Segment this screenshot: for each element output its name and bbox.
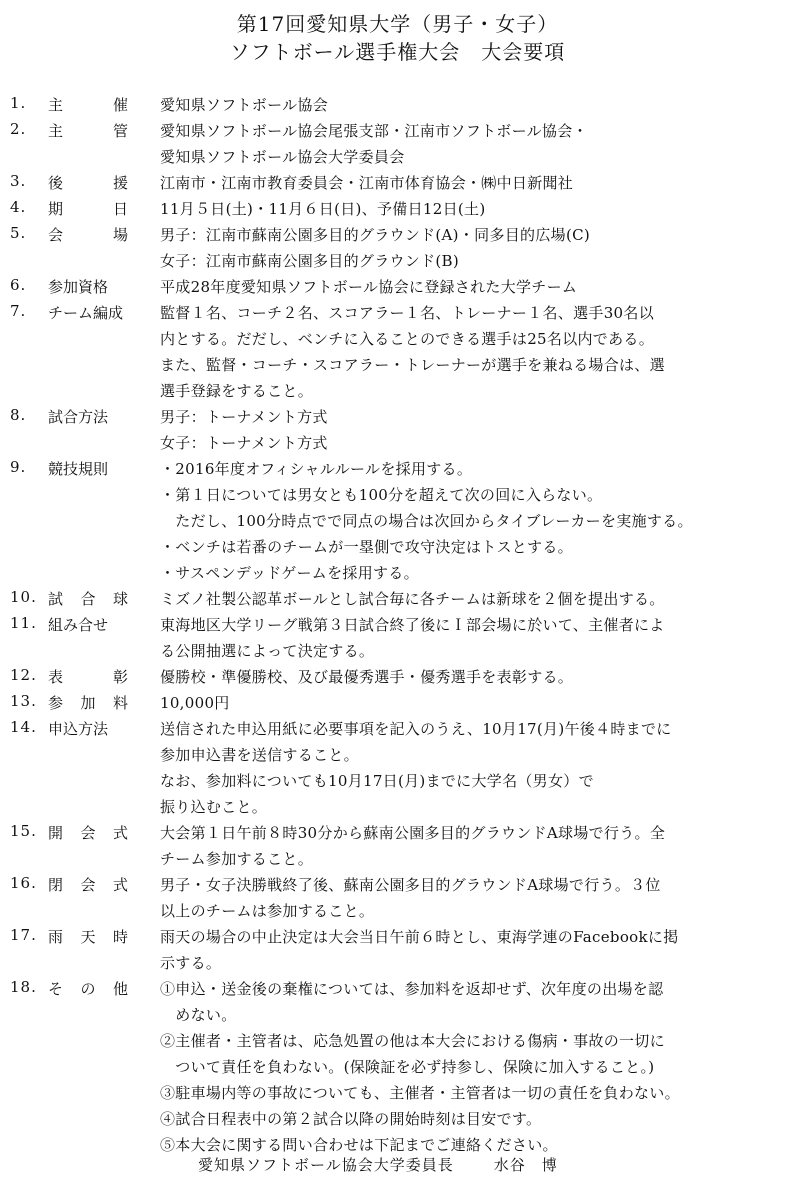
item-label: 申込方法 <box>48 720 109 738</box>
item-text-line: また、監督・コーチ・スコアラー・トレーナーが選手を兼ねる場合は、選 <box>160 356 665 374</box>
item-number: 6. <box>10 276 27 294</box>
item-number: 10. <box>10 588 37 606</box>
item-label: 開 会 式 <box>48 824 128 842</box>
item-text-line: る公開抽選によって決定する。 <box>160 642 375 660</box>
item-label: 期 日 <box>48 200 128 218</box>
item-label: 会 場 <box>48 226 128 244</box>
item-text-line: なお、参加料についても10月17日(月)までに大学名（男女）で <box>160 772 594 790</box>
item-label: 後 援 <box>48 174 128 192</box>
item-number: 11. <box>10 614 37 632</box>
item-text-line: 選手登録をすること。 <box>160 382 314 400</box>
document-title: 第17回愛知県大学（男子・女子） <box>236 12 559 36</box>
item-text-line: 愛知県ソフトボール協会大学委員会 <box>160 148 405 166</box>
item-label: 雨 天 時 <box>48 928 128 946</box>
item-text-line: 愛知県ソフトボール協会尾張支部・江南市ソフトボール協会・ <box>160 122 588 140</box>
item-number: 8. <box>10 406 27 424</box>
item-text-line: ・2016年度オフィシャルルールを採用する。 <box>160 460 473 478</box>
item-text-line: 平成28年度愛知県ソフトボール協会に登録された大学チーム <box>160 278 578 296</box>
item-text-line: ⑤本大会に関する問い合わせは下記までご連絡ください。 <box>160 1136 558 1154</box>
item-text-line: 参加申込書を送信すること。 <box>160 746 359 764</box>
item-number: 15. <box>10 822 37 840</box>
item-text-line: 振り込むこと。 <box>160 798 268 816</box>
item-text-line: 示する。 <box>160 954 222 972</box>
item-text-line: ・第１日については男女とも100分を超えて次の回に入らない。 <box>160 486 603 504</box>
item-number: 1. <box>10 94 27 112</box>
item-label: 表 彰 <box>48 668 128 686</box>
signature <box>198 1154 558 1175</box>
item-label: そ の 他 <box>48 980 128 998</box>
item-number: 9. <box>10 458 27 476</box>
item-number: 17. <box>10 926 37 944</box>
item-text-line: ③駐車場内等の事故についても、主催者・主管者は一切の責任を負わない。 <box>160 1084 680 1102</box>
item-text-line: 男子・女子決勝戦終了後、蘇南公園多目的グラウンドA球場で行う。３位 <box>160 876 661 894</box>
item-number: 16. <box>10 874 37 892</box>
item-text-line: チーム参加すること。 <box>160 850 314 868</box>
item-number: 7. <box>10 302 27 320</box>
item-label: 参加資格 <box>48 278 109 296</box>
item-text-line: 11月５日(土)・11月６日(日)、予備日12日(土) <box>160 200 486 218</box>
item-text-line: 女子：トーナメント方式 <box>160 434 328 452</box>
document-subtitle: ソフトボール選手権大会 大会要項 <box>229 40 566 64</box>
item-label: 組み合せ <box>48 616 109 634</box>
item-label: 競技規則 <box>48 460 109 478</box>
signature-org: 愛知県ソフトボール協会大学委員長 <box>198 1156 454 1174</box>
item-number: 3. <box>10 172 27 190</box>
item-text-line: 男子：江南市蘇南公園多目的グラウンド(A)・同多目的広場(C) <box>160 226 591 244</box>
item-label: チーム編成 <box>48 304 124 322</box>
item-label: 試合方法 <box>48 408 109 426</box>
item-number: 14. <box>10 718 37 736</box>
item-text-line: ②主催者・主管者は、応急処置の他は本大会における傷病・事故の一切に <box>160 1032 665 1050</box>
item-text-line: 監督１名、コーチ２名、スコアラー１名、トレーナー１名、選手30名以 <box>160 304 654 322</box>
signature-name: 水谷 博 <box>493 1156 558 1174</box>
item-text-line: ①申込・送金後の棄権については、参加料を返却せず、次年度の出場を認 <box>160 980 664 998</box>
item-number: 4. <box>10 198 27 216</box>
item-text-line: 10,000円 <box>160 694 230 712</box>
item-text-line: めない。 <box>160 1006 237 1024</box>
item-label: 参 加 料 <box>48 694 128 712</box>
item-text-line: 優勝校・準優勝校、及び最優秀選手・優秀選手を表彰する。 <box>160 668 574 686</box>
item-text-line: 内とする。だだし、ベンチに入ることのできる選手は25名以内である。 <box>160 330 654 348</box>
item-label: 閉 会 式 <box>48 876 128 894</box>
item-text-line: ・ベンチは若番のチームが一塁側で攻守決定はトスとする。 <box>160 538 573 556</box>
item-text-line: 愛知県ソフトボール協会 <box>160 96 329 114</box>
item-text-line: 男子：トーナメント方式 <box>160 408 328 426</box>
item-text-line: 女子：江南市蘇南公園多目的グラウンド(B) <box>160 252 460 270</box>
item-text-line: 送信された申込用紙に必要事項を記入のうえ、10月17(月)午後４時までに <box>160 720 672 738</box>
item-text-line: 東海地区大学リーグ戦第３日試合終了後にＩ部会場に於いて、主催者によ <box>160 616 665 634</box>
item-number: 12. <box>10 666 37 684</box>
item-number: 18. <box>10 978 37 996</box>
item-number: 13. <box>10 692 37 710</box>
item-label: 主 管 <box>48 122 128 140</box>
item-text-line: ただし、100分時点でで同点の場合は次回からタイブレーカーを実施する。 <box>160 512 693 530</box>
item-text-line: 江南市・江南市教育委員会・江南市体育協会・㈱中日新聞社 <box>160 174 574 192</box>
item-number: 5. <box>10 224 27 242</box>
item-text-line: 雨天の場合の中止決定は大会当日午前６時とし、東海学連のFacebookに掲 <box>160 928 679 946</box>
item-text-line: 大会第１日午前８時30分から蘇南公園多目的グラウンドA球場で行う。全 <box>160 824 666 842</box>
item-number: 2. <box>10 120 27 138</box>
item-text-line: ミズノ社製公認革ボールとし試合毎に各チームは新球を２個を提出する。 <box>160 590 665 608</box>
item-text-line: 以上のチームは参加すること。 <box>160 902 375 920</box>
item-text-line: ついて責任を負わない。(保険証を必ず持参し、保険に加入すること。) <box>160 1058 655 1076</box>
item-text-line: ・サスペンデッドゲームを採用する。 <box>160 564 419 582</box>
item-text-line: ④試合日程表中の第２試合以降の開始時刻は目安です。 <box>160 1110 542 1128</box>
item-label: 主 催 <box>48 96 128 114</box>
item-label: 試 合 球 <box>48 590 128 608</box>
